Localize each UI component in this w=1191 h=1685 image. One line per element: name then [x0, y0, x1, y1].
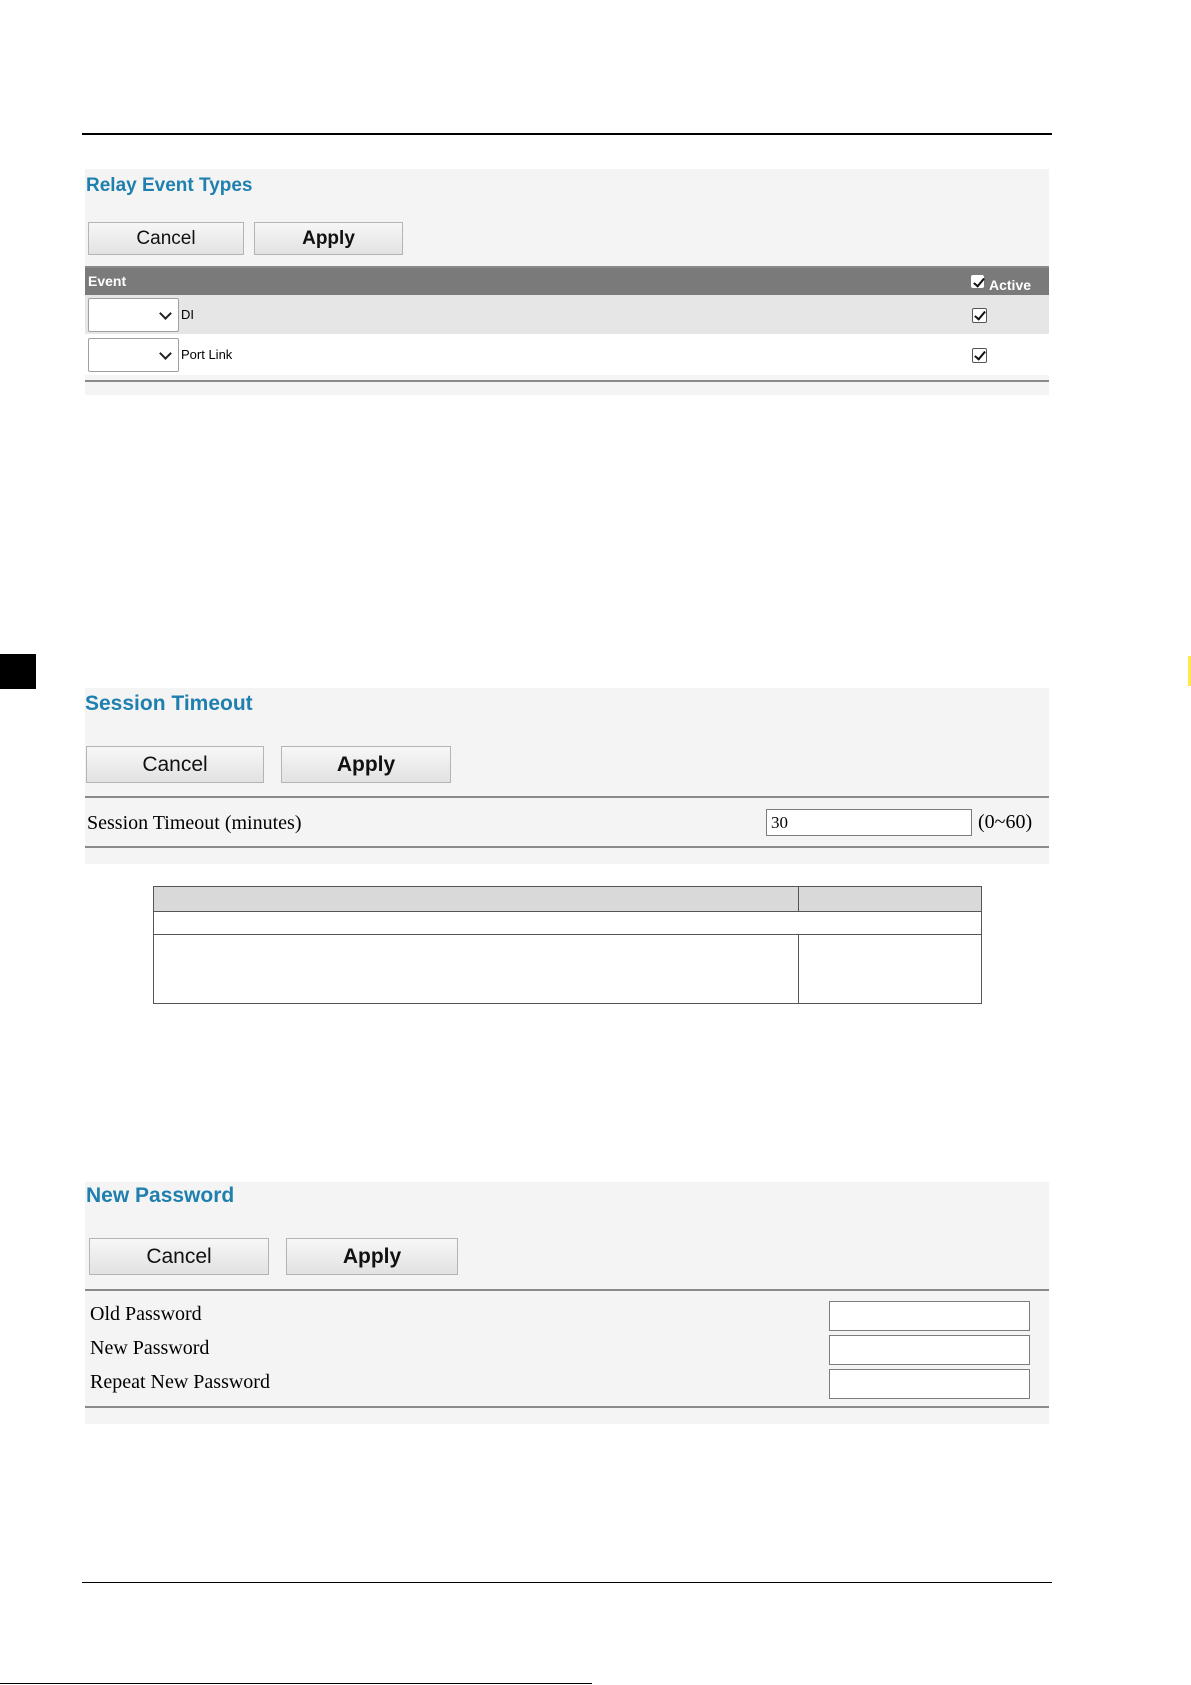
password-cancel-button[interactable]: Cancel: [89, 1238, 269, 1275]
event-label: Port Link: [181, 347, 233, 362]
session-timeout-label: Session Timeout (minutes): [87, 812, 302, 834]
old-password-input[interactable]: [829, 1301, 1030, 1331]
empty-table-row-line: [154, 934, 981, 935]
password-bottom-line: [85, 1406, 1049, 1408]
active-column-header: Active: [989, 277, 1032, 293]
chevron-down-icon: [159, 347, 172, 360]
event-label: DI: [181, 307, 194, 322]
empty-table: [153, 886, 982, 1004]
empty-table-divider: [798, 887, 799, 911]
empty-table-divider: [798, 934, 799, 1003]
side-tab-marker: [0, 654, 36, 689]
new-password-panel: [85, 1182, 1049, 1424]
new-password-input[interactable]: [829, 1335, 1030, 1365]
relay-event-row: [85, 295, 1049, 334]
password-top-line: [85, 1289, 1049, 1291]
session-timeout-panel: [85, 688, 1049, 864]
bottom-rule: [82, 1582, 1052, 1583]
session-cancel-button[interactable]: Cancel: [86, 746, 264, 783]
top-rule: [82, 133, 1052, 135]
event-dropdown[interactable]: [88, 338, 179, 372]
new-password-label: New Password: [90, 1337, 210, 1359]
relay-table-bottom-line: [85, 380, 1049, 382]
event-active-checkbox[interactable]: [972, 348, 987, 363]
event-column-header: Event: [88, 273, 127, 289]
empty-table-header: [154, 887, 981, 912]
session-timeout-input[interactable]: [766, 809, 972, 836]
repeat-new-password-input[interactable]: [829, 1369, 1030, 1399]
event-active-checkbox[interactable]: [972, 308, 987, 323]
chevron-down-icon: [159, 307, 172, 320]
new-password-title: New Password: [86, 1184, 235, 1207]
relay-cancel-button[interactable]: Cancel: [88, 222, 244, 255]
relay-event-types-title: Relay Event Types: [86, 175, 253, 196]
password-apply-button[interactable]: Apply: [286, 1238, 458, 1275]
relay-apply-button[interactable]: Apply: [254, 222, 403, 255]
footnote-rule: [0, 1683, 592, 1684]
relay-event-row: [85, 334, 1049, 375]
repeat-new-password-label: Repeat New Password: [90, 1371, 270, 1393]
relay-event-types-panel: [85, 169, 1049, 395]
old-password-label: Old Password: [90, 1303, 202, 1325]
active-all-checkbox[interactable]: [971, 275, 984, 288]
event-dropdown[interactable]: [88, 298, 179, 332]
session-range-hint: (0~60): [978, 811, 1033, 833]
session-top-line: [85, 796, 1049, 798]
relay-table-header: [85, 268, 1049, 295]
session-bottom-line: [85, 846, 1049, 848]
session-apply-button[interactable]: Apply: [281, 746, 451, 783]
session-timeout-title: Session Timeout: [85, 692, 253, 715]
